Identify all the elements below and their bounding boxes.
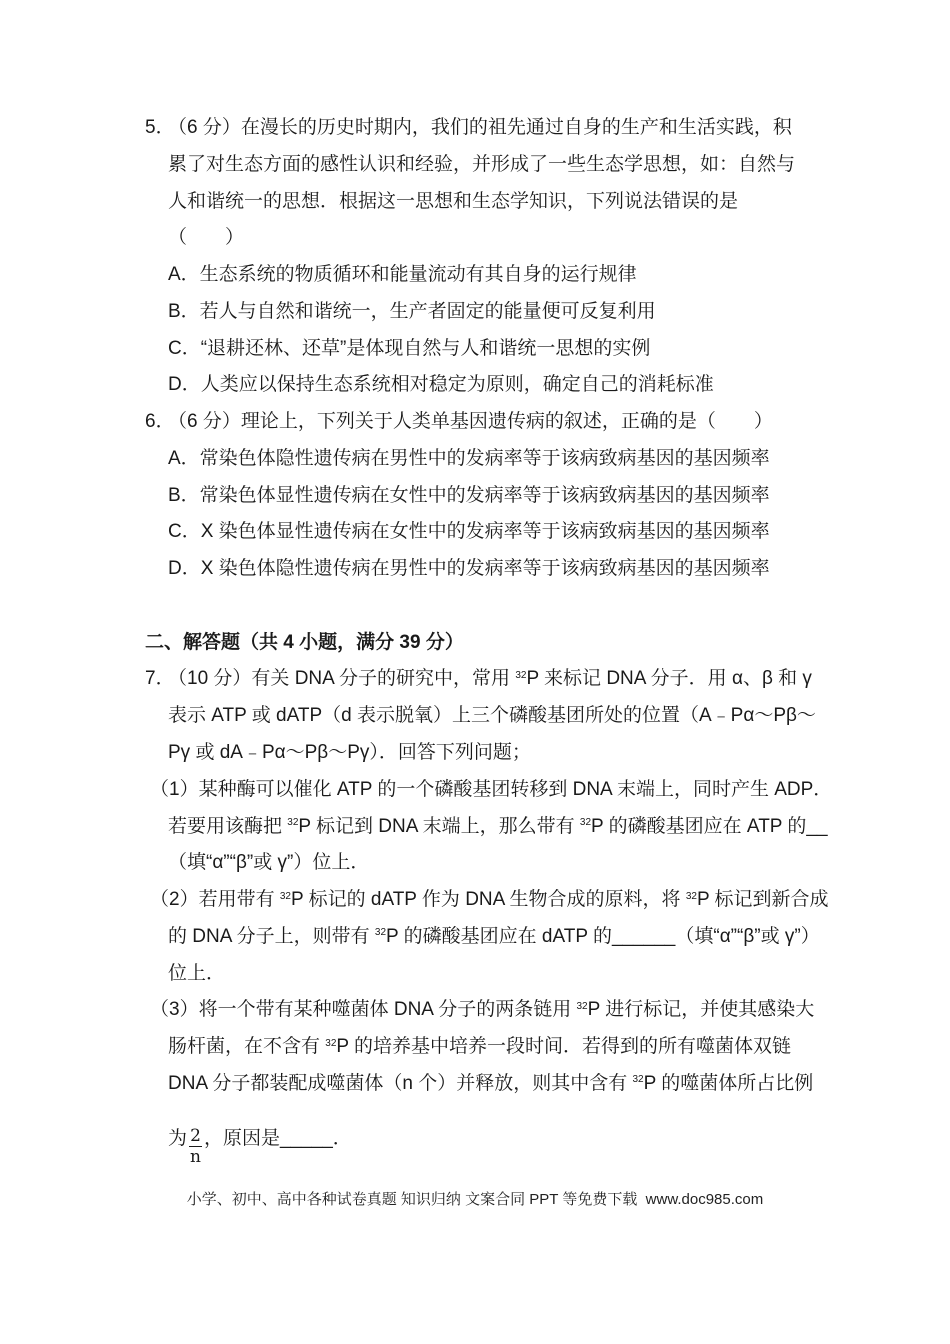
- page-footer: 小学、初中、高中各种试卷真题 知识归纳 文案合同 PPT 等免费下载 www.doc985.com: [186, 1191, 764, 1208]
- q6-option-a: A．常染色体隐性遗传病在男性中的发病率等于该病致病基因的基因频率: [168, 447, 770, 469]
- q7-stem-line-1: [0, 661, 950, 698]
- q7-part3-line-4: [0, 1103, 950, 1175]
- q7-part1-line-1: （1）某种酶可以催化 ATP 的一个磷酸基团转移到 DNA 末端上，同时产生 ADP．: [150, 778, 833, 800]
- q7-part3-text: P 进行标记，并使其感染大: [587, 999, 815, 1021]
- q7-part3-line-1: [0, 992, 950, 1029]
- q7-part2-text: （2）若用带有: [150, 889, 280, 911]
- q5-option-a: A．生态系统的物质循环和能量流动有其自身的运行规律: [168, 264, 637, 286]
- q7-part2-line-3: 位上．: [168, 962, 226, 984]
- q7-part1-text: P 的磷酸基团应在 ATP 的__: [591, 815, 828, 837]
- q5-answer-brackets: （ ）: [168, 227, 245, 249]
- superscript-32: 32: [325, 1037, 337, 1049]
- fraction-denominator: n: [190, 1147, 201, 1168]
- q5-option-d: D．人类应以保持生态系统相对稳定为原则，确定自己的消耗标准: [168, 374, 714, 396]
- q7-part2-text: P 标记的 dATP 作为 DNA 生物合成的原料，将: [290, 889, 686, 911]
- superscript-32: 32: [287, 817, 299, 829]
- q7-part1-text: 若要用该酶把: [168, 815, 288, 837]
- q7-part1-line-2: [0, 809, 950, 846]
- q7-stem-line-3: Pγ 或 dA﹣Pα～Pβ～Pγ）．回答下列问题；: [168, 742, 531, 764]
- superscript-32: 32: [374, 927, 387, 939]
- q5-stem-line-1: [0, 110, 950, 147]
- q6-option-d: D．X 染色体隐性遗传病在男性中的发病率等于该病致病基因的基因频率: [168, 558, 770, 580]
- q7-part3-line-2: [0, 1029, 950, 1066]
- q7-part3-text: DNA 分子都装配成噬菌体（n 个）并释放，则其中含有: [168, 1072, 633, 1094]
- q7-part2-text: P 的磷酸基团应在 dATP 的______（填“α”“β”或 γ”）: [386, 925, 820, 947]
- section-spacer: [0, 588, 950, 625]
- superscript-32: 32: [685, 890, 697, 902]
- q7-part3-text: 肠杆菌，在不含有: [168, 1036, 326, 1058]
- q5-number: 5．: [145, 117, 175, 138]
- q7-part3-line-3: [0, 1066, 950, 1103]
- q7-stem-line-2: 表示 ATP 或 dATP（d 表示脱氧）上三个磷酸基团所处的位置（A﹣Pα～Pβ～: [168, 705, 816, 727]
- q6-number: 6．: [145, 411, 175, 433]
- q7-part2-text: P 标记到新合成: [696, 889, 829, 911]
- q6-stem-line-1: [0, 404, 950, 441]
- q5-option-b: B．若人与自然和谐统一，生产者固定的能量便可反复利用: [168, 300, 656, 322]
- section-heading: 二、解答题（共 4 小题，满分 39 分）: [145, 631, 464, 653]
- fraction: [189, 1126, 202, 1167]
- q6-stem-text: （6 分）理论上，下列关于人类单基因遗传病的叙述，正确的是（ ）: [168, 411, 773, 433]
- q7-part3-text: ，原因是_____．: [203, 1127, 352, 1149]
- fraction-numerator: 2: [190, 1126, 201, 1147]
- q7-part2-line-2: [0, 919, 950, 956]
- q6-option-b: B．常染色体显性遗传病在女性中的发病率等于该病致病基因的基因频率: [168, 484, 770, 506]
- q6-option-c: C．X 染色体显性遗传病在女性中的发病率等于该病致病基因的基因频率: [168, 521, 770, 543]
- q7-number: 7．: [145, 668, 175, 690]
- q7-part1-text: P 标记到 DNA 末端上，那么带有: [298, 815, 580, 837]
- q7-part2-line-1: [0, 882, 950, 919]
- superscript-32: 32: [632, 1074, 644, 1086]
- q7-part1-line-3: （填“α”“β”或 γ”）位上．: [168, 852, 370, 874]
- superscript-32: 32: [576, 1000, 588, 1012]
- exam-page: [0, 110, 950, 1175]
- q5-stem-line-3: 人和谐统一的思想．根据这一思想和生态学知识，下列说法错误的是: [168, 190, 739, 212]
- q7-stem-text: （10 分）有关 DNA 分子的研究中，常用: [168, 668, 516, 690]
- superscript-32: 32: [579, 817, 592, 829]
- q5-stem-text: （6 分）在漫长的历史时期内，我们的祖先通过自身的生产和生活实践，积: [168, 117, 792, 138]
- q7-part2-text: 的 DNA 分子上，则带有: [168, 925, 375, 947]
- q7-part3-text: P 的培养基中培养一段时间．若得到的所有噬菌体双链: [336, 1036, 792, 1058]
- superscript-32: 32: [515, 669, 527, 681]
- q7-part3-text: （3）将一个带有某种噬菌体 DNA 分子的两条链用: [150, 999, 577, 1021]
- q7-part3-text: 为: [168, 1127, 188, 1149]
- q5-option-c: C．“退耕还林、还草”是体现自然与人和谐统一思想的实例: [168, 337, 651, 359]
- q7-stem-text: P 来标记 DNA 分子．用 α、β 和 γ: [526, 668, 812, 690]
- q5-stem-line-2: 累了对生态方面的感性认识和经验，并形成了一些生态学思想，如：自然与: [168, 153, 796, 175]
- q7-part3-text: P 的噬菌体所占比例: [643, 1072, 814, 1094]
- superscript-32: 32: [279, 890, 291, 902]
